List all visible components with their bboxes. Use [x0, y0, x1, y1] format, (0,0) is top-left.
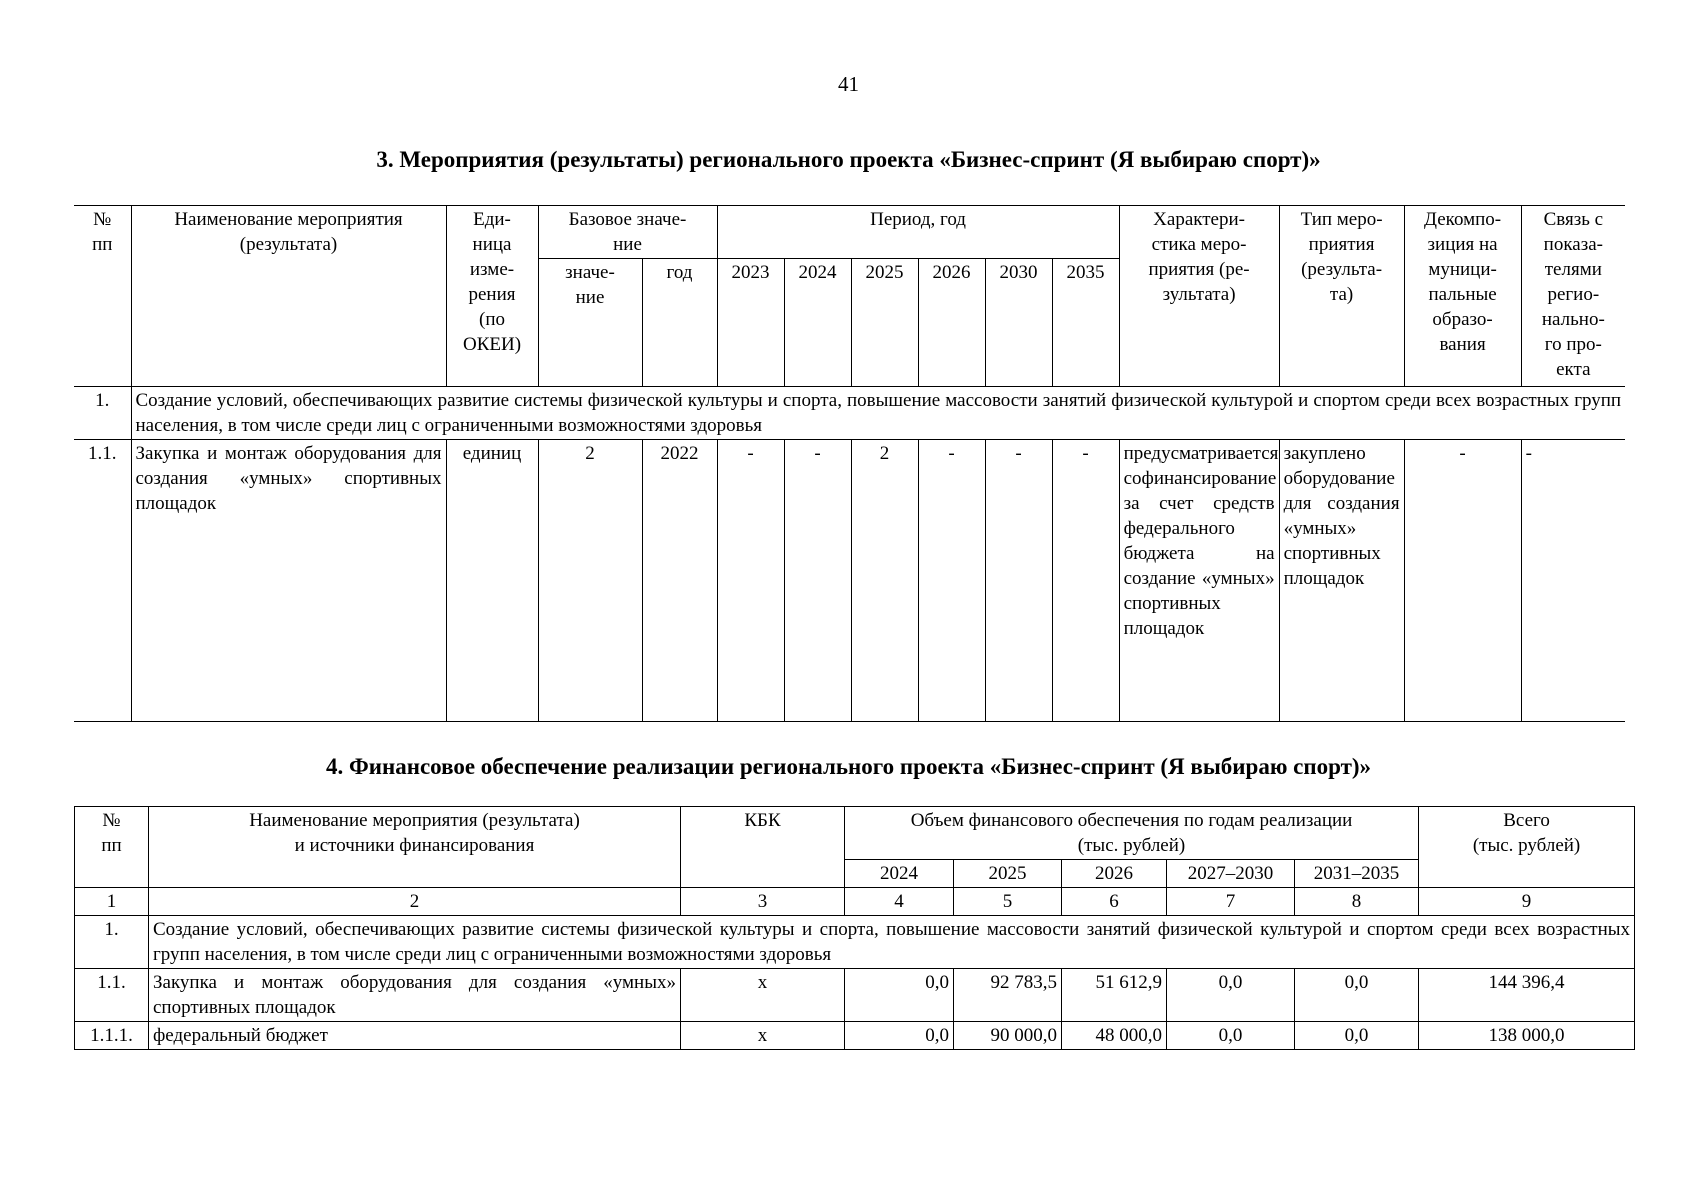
row-year-value: - — [918, 440, 985, 722]
col-number: 5 — [954, 888, 1062, 916]
col-number: 9 — [1419, 888, 1635, 916]
fin-row-kbk: x — [681, 969, 845, 1022]
table-row — [75, 969, 1635, 1022]
page-number: 41 — [838, 72, 859, 96]
fin-row-value: 0,0 — [1167, 969, 1295, 1022]
row-base-value: 2 — [538, 440, 642, 722]
col-number: 3 — [681, 888, 845, 916]
fin-row-value: 90 000,0 — [954, 1022, 1062, 1050]
financing-table — [74, 806, 1635, 1050]
fin-row-value: 0,0 — [845, 1022, 954, 1050]
fin-row-value: 0,0 — [1295, 1022, 1419, 1050]
header-year: 2024 — [784, 259, 851, 387]
col-number: 4 — [845, 888, 954, 916]
fin-task-text: Создание условий, обеспечивающих развитие системы физической культуры и спорта, повышение массовости занятий физической культурой и спортом среди всех возрастных групп населения, в том числе среди лиц с ограниченными возможностями здоровья — [149, 916, 1635, 969]
fin-row-total: 138 000,0 — [1419, 1022, 1635, 1050]
header-year: 2035 — [1052, 259, 1119, 387]
header-year: 2025 — [851, 259, 918, 387]
header-name: Наименование мероприятия (результата) — [131, 206, 446, 387]
header-characteristic: Характери- стика меро- приятия (ре- зультата) — [1119, 206, 1279, 387]
fin-row-total: 144 396,4 — [1419, 969, 1635, 1022]
fin-row-value: 92 783,5 — [954, 969, 1062, 1022]
col-number: 6 — [1062, 888, 1167, 916]
header-period: Период, год — [717, 206, 1119, 259]
section-4-title: 4. Финансовое обеспечение реализации регионального проекта «Бизнес-спринт (Я выбираю спорт)» — [325, 754, 1372, 779]
row-year-value: 2 — [851, 440, 918, 722]
row-year-value: - — [985, 440, 1052, 722]
col-number: 1 — [75, 888, 149, 916]
fin-row-num: 1.1. — [75, 969, 149, 1022]
header-year: 2026 — [918, 259, 985, 387]
fin-row-num: 1.1.1. — [75, 1022, 149, 1050]
fin-row-value: 0,0 — [1167, 1022, 1295, 1050]
header-link: Связь с показа- телями регио- нально- го про- екта — [1521, 206, 1625, 387]
header-base-year: год — [642, 259, 717, 387]
fin-header-year: 2026 — [1062, 860, 1167, 888]
fin-header-num: № пп — [75, 807, 149, 888]
row-link: - — [1521, 440, 1625, 722]
row-year-value: - — [784, 440, 851, 722]
fin-row-name: федеральный бюджет — [149, 1022, 681, 1050]
row-year-value: - — [1052, 440, 1119, 722]
fin-header-name: Наименование мероприятия (результата) и источники финансирования — [149, 807, 681, 888]
table-row — [75, 1022, 1635, 1050]
fin-header-kbk: КБК — [681, 807, 845, 888]
fin-header-year: 2024 — [845, 860, 954, 888]
task-text: Создание условий, обеспечивающих развитие системы физической культуры и спорта, повышение массовости занятий физической культурой и спортом среди всех возрастных групп населения, в том числе среди лиц с ограниченными возможностями здоровья — [131, 387, 1625, 440]
fin-header-year: 2031–2035 — [1295, 860, 1419, 888]
fin-row-value: 51 612,9 — [1062, 969, 1167, 1022]
task-num: 1. — [74, 387, 131, 440]
col-number: 2 — [149, 888, 681, 916]
col-number: 7 — [1167, 888, 1295, 916]
row-num: 1.1. — [74, 440, 131, 722]
fin-header-year: 2027–2030 — [1167, 860, 1295, 888]
fin-row-value: 48 000,0 — [1062, 1022, 1167, 1050]
header-type: Тип меро- приятия (результа- та) — [1279, 206, 1404, 387]
fin-row-value: 0,0 — [1295, 969, 1419, 1022]
header-num: № пп — [74, 206, 131, 387]
column-numbers-row — [75, 888, 1635, 916]
fin-row-name: Закупка и монтаж оборудования для создания «умных» спортивных площадок — [149, 969, 681, 1022]
header-year: 2023 — [717, 259, 784, 387]
fin-task-num: 1. — [75, 916, 149, 969]
fin-row-value: 0,0 — [845, 969, 954, 1022]
activities-table — [74, 205, 1625, 722]
fin-header-volume: Объем финансового обеспечения по годам реализации (тыс. рублей) — [845, 807, 1419, 860]
col-number: 8 — [1295, 888, 1419, 916]
fin-header-total: Всего (тыс. рублей) — [1419, 807, 1635, 888]
row-unit: единиц — [446, 440, 538, 722]
table-row — [74, 440, 1625, 722]
header-year: 2030 — [985, 259, 1052, 387]
fin-row-kbk: x — [681, 1022, 845, 1050]
header-base-value: значе- ние — [538, 259, 642, 387]
row-year-value: - — [717, 440, 784, 722]
row-name: Закупка и монтаж оборудования для создания «умных» спортивных площадок — [131, 440, 446, 722]
row-type: закуплено оборудование для создания «умных» спортивных площадок — [1279, 440, 1404, 722]
row-decomposition: - — [1404, 440, 1521, 722]
header-decomposition: Декомпо- зиция на муници- пальные образо- вания — [1404, 206, 1521, 387]
header-base: Базовое значе- ние — [538, 206, 717, 259]
section-3-title: 3. Мероприятия (результаты) регионального проекта «Бизнес-спринт (Я выбираю спорт)» — [376, 147, 1321, 172]
fin-header-year: 2025 — [954, 860, 1062, 888]
header-unit: Еди- ница изме- рения (по ОКЕИ) — [446, 206, 538, 387]
row-characteristic: предусматривается софинансирование за счет средств федерального бюджета на создание «умных» спортивных площадок — [1119, 440, 1279, 722]
row-base-year: 2022 — [642, 440, 717, 722]
